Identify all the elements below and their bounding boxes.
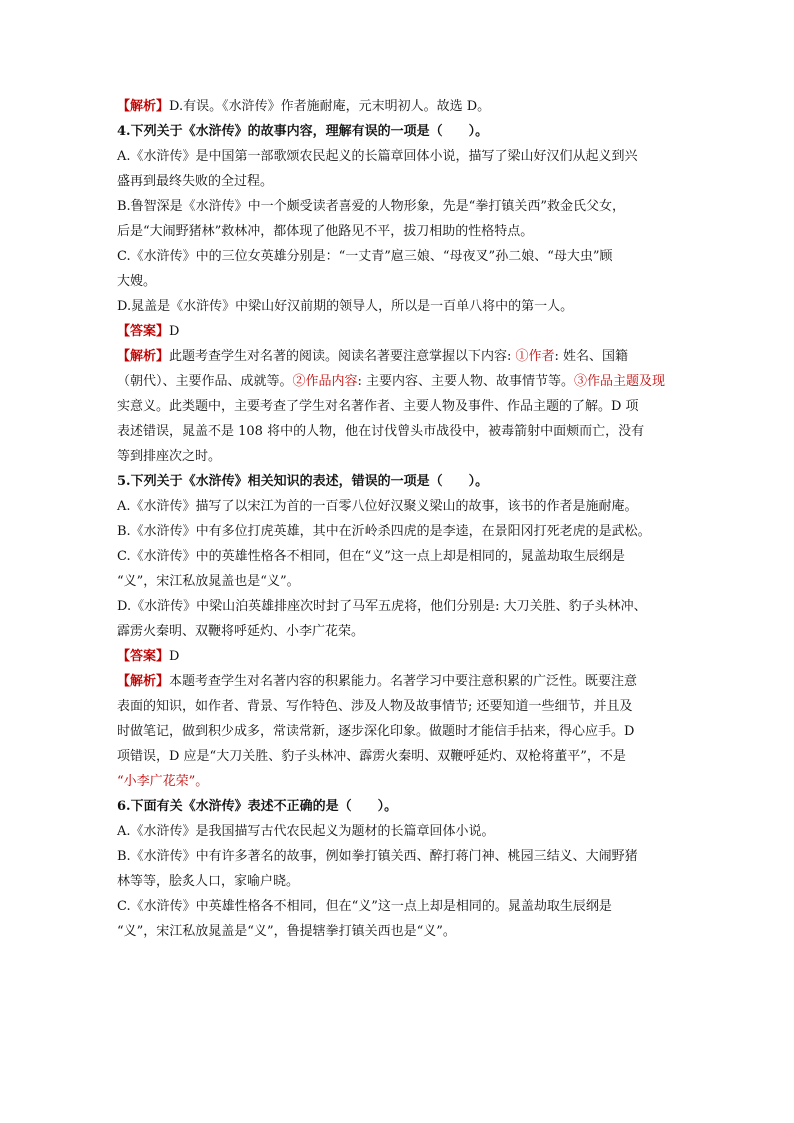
q4-option-a-line1: A.《水浒传》是中国第一部歌颂农民起义的长篇章回体小说，描写了梁山好汉们从起义到兴 — [117, 149, 638, 164]
q5-option-b: B.《水浒传》中有多位打虎英雄，其中在沂岭杀四虎的是李逵，在景阳冈打死老虎的是武松。 — [117, 524, 651, 539]
q4-analysis-line5: 等到排座次之时。 — [117, 449, 222, 464]
analysis-text: : 姓名、国籍 — [554, 349, 629, 364]
analysis-text: 此题考查学生对名著的阅读。阅读名著要注意掌握以下内容: — [169, 349, 516, 364]
q4-analysis-line3: 实意义。此类题中，主要考查了学生对名著作者、主要人物及事件、作品主题的了解。D 项 — [117, 399, 639, 414]
analysis-highlight: ②作品内容 — [292, 374, 358, 389]
q5-option-c-line1: C.《水浒传》中的英雄性格各不相同，但在“义”这一点上却是相同的，晁盖劫取生辰纲是 — [117, 549, 625, 564]
q5-answer — [117, 644, 679, 669]
analysis-text: （朝代）、主要作品、成就等。 — [117, 374, 293, 389]
q5-option-d-line1: D.《水浒传》中梁山泊英雄排座次时封了马军五虎将，他们分别是: 大刀关胜、豹子头林冲、 — [117, 599, 647, 614]
answer-tag: 【答案】 — [117, 649, 170, 664]
q4-option-d: D.晁盖是《水浒传》中梁山好汉前期的领导人，所以是一百单八将中的第一人。 — [117, 299, 574, 314]
analysis-text: : 主要内容、主要人物、故事情节等。 — [357, 374, 575, 389]
q5-option-a: A.《水浒传》描写了以宋江为首的一百零八位好汉聚义梁山的故事，该书的作者是施耐庵。 — [117, 499, 638, 514]
q4-option-c-line2: 大嫂。 — [117, 274, 157, 289]
analysis-highlight: ③作品主题及现 — [574, 374, 666, 389]
prev-analysis — [117, 94, 679, 119]
q5-option-c-line2: “义”，宋江私放晁盖也是“义”。 — [117, 574, 300, 589]
question-4-stem: 4.下列关于《水浒传》的故事内容，理解有误的一项是（ ）。 — [117, 124, 489, 139]
q4-analysis-line2 — [117, 369, 679, 394]
answer-value: D — [169, 649, 180, 664]
answer-tag: 【答案】 — [117, 324, 170, 339]
q4-answer — [117, 319, 679, 344]
analysis-text: D.有误。《水浒传》作者施耐庵，元末明初人。故选 D。 — [169, 99, 491, 114]
q5-option-d-line2: 霹雳火秦明、双鞭将呼延灼、小李广花荣。 — [117, 624, 365, 639]
analysis-text: 本题考查学生对名著内容的积累能力。名著学习中要注意积累的广泛性。既要注意 — [169, 674, 638, 689]
q4-option-b-line2: 后是“大闹野猪林”救林冲，都体现了他路见不平，拔刀相助的性格特点。 — [117, 224, 534, 239]
q4-analysis-line1 — [117, 344, 679, 369]
analysis-highlight: ①作者 — [515, 349, 555, 364]
q4-analysis-line4: 表述错误，晁盖不是 108 将中的人物，他在讨伐曾头市战役中，被毒箭射中面颊而亡，没有 — [117, 424, 645, 439]
document-page — [117, 94, 679, 944]
q4-option-c-line1: C.《水浒传》中的三位女英雄分别是：“一丈青”扈三娘、“母夜叉”孙二娘、“母大虫”顾 — [117, 249, 613, 264]
answer-value: D — [169, 324, 180, 339]
q5-analysis-line2: 表面的知识，如作者、背景、写作特色、涉及人物及故事情节; 还要知道一些细节，并且及 — [117, 699, 633, 714]
q4-option-b-line1: B.鲁智深是《水浒传》中一个颇受读者喜爱的人物形象，先是“拳打镇关西”救金氏父女， — [117, 199, 625, 214]
q6-option-a: A.《水浒传》是我国描写古代农民起义为题材的长篇章回体小说。 — [117, 824, 495, 839]
q5-analysis-line1 — [117, 669, 679, 694]
question-5-stem: 5.下列关于《水浒传》相关知识的表述，错误的一项是（ ）。 — [117, 474, 489, 489]
analysis-tag: 【解析】 — [117, 349, 170, 364]
analysis-tag: 【解析】 — [117, 674, 170, 689]
question-6-stem: 6.下面有关《水浒传》表述不正确的是（ ）。 — [117, 799, 398, 814]
q5-analysis-line4: 项错误，D 应是“大刀关胜、豹子头林冲、霹雳火秦明、双鞭呼延灼、双枪将董平”，不是 — [117, 749, 626, 764]
q6-option-c-line1: C.《水浒传》中英雄性格各不相同，但在“义”这一点上却是相同的。晁盖劫取生辰纲是 — [117, 899, 612, 914]
q4-option-a-line2: 盛再到最终失败的全过程。 — [117, 174, 274, 189]
q6-option-c-line2: “义”，宋江私放晁盖是“义”，鲁提辖拳打镇关西也是“义”。 — [117, 924, 456, 939]
q5-analysis-line3: 时做笔记，做到积少成多，常读常新，逐步深化印象。做题时才能信手拈来，得心应手。D — [117, 724, 635, 739]
q6-option-b-line2: 林等等，脍炙人口，家喻户晓。 — [117, 874, 300, 889]
q5-analysis-line5: “小李广花荣”。 — [117, 774, 209, 789]
q6-option-b-line1: B.《水浒传》中有许多著名的故事，例如拳打镇关西、醉打蒋门神、桃园三结义、大闹野猪 — [117, 849, 638, 864]
analysis-tag: 【解析】 — [117, 99, 170, 114]
